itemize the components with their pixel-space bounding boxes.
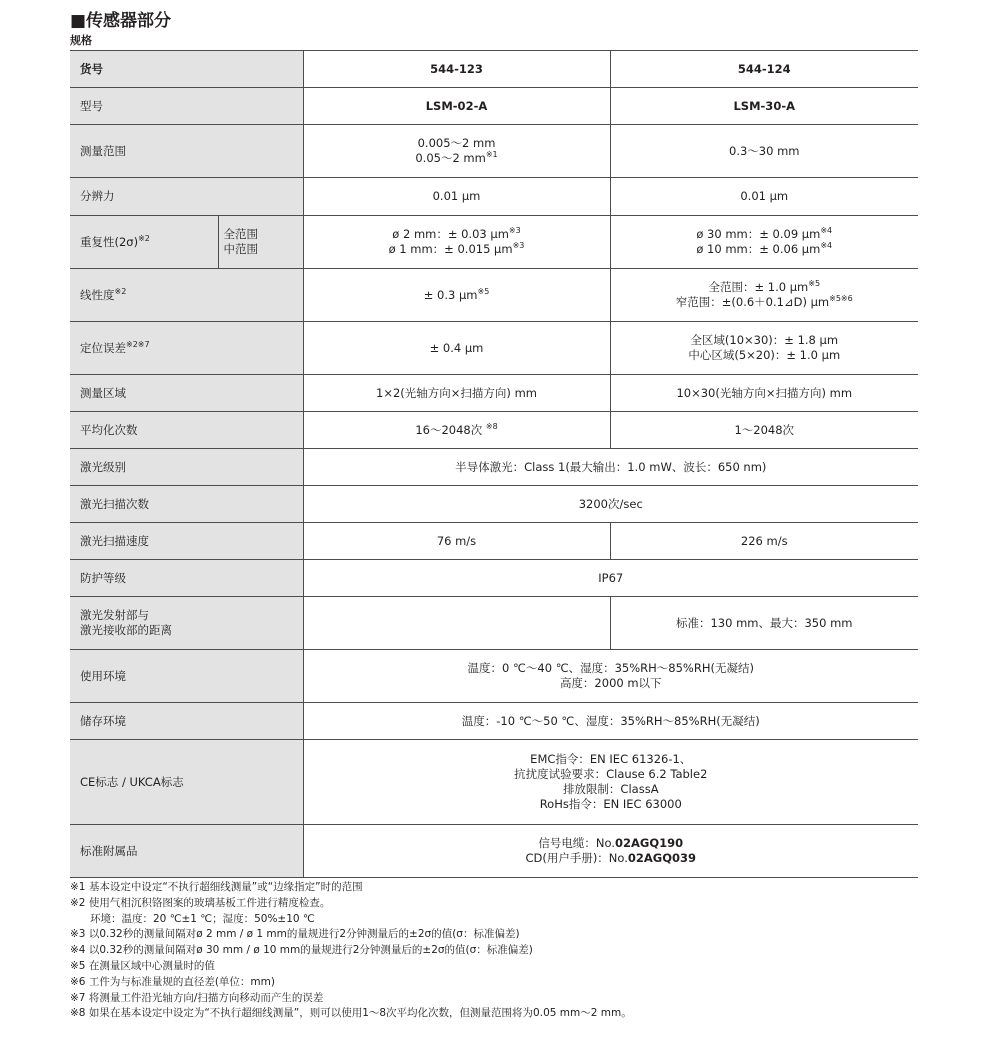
resolution-col1: 0.01 μm [303, 178, 610, 216]
row-label: 激光扫描速度 [70, 523, 303, 560]
table-header-row [70, 51, 918, 88]
row-label: 测量范围 [70, 125, 303, 178]
footnote: 环境：温度：20 ℃±1 ℃；湿度：50%±10 ℃ [90, 912, 315, 925]
scan-count-value: 3200次/sec [303, 486, 918, 523]
table-row-positioning [70, 322, 918, 375]
resolution-col2: 0.01 μm [610, 178, 918, 216]
row-label: CE标志 / UKCA标志 [70, 740, 303, 825]
area-col2: 10×30(光轴方向×扫描方向) mm [610, 375, 918, 412]
table-row-model [70, 88, 918, 125]
row-label: 型号 [70, 88, 303, 125]
table-row-distance [70, 597, 918, 650]
row-label: 激光扫描次数 [70, 486, 303, 523]
repeat-col2: ø 30 mm：± 0.09 $\mu m^{※4}$ ø 10 mm：± 0.06 $\mu m^{※4}$ [610, 216, 918, 269]
footnotes [70, 880, 632, 1022]
row-label: 测量区域 [70, 375, 303, 412]
row-label: 激光级别 [70, 449, 303, 486]
table-row-linearity [70, 269, 918, 322]
storage-env-value: 温度：-10 ℃～50 ℃、湿度：35%RH～85%RH(无凝结) [303, 703, 918, 740]
linearity-col2: 全范围：± 1.0 $\mu m^{※5}$ 窄范围：±(0.6＋0.1⊿D) $\mu m^{※5※6}$ [610, 269, 918, 322]
range-col1-line1: 0.005～2 mm [417, 136, 496, 150]
spec-table [70, 50, 918, 878]
footnote: ※5 在测量区域中心测量时的值 [70, 959, 215, 972]
spec-subtitle: 规格 [70, 34, 92, 47]
range-col2: 0.3～30 mm [610, 125, 918, 178]
footnote: ※3 以0.32秒的测量间隔对ø 2 mm / ø 1 mm的量规进行2分钟测量后的±2σ的值(σ：标准偏差) [70, 928, 520, 941]
footnote: ※2 使用气相沉积铬图案的玻璃基板工件进行精度检查。 [70, 896, 331, 909]
repeat-sublabels: 全范围 中范围 [218, 216, 303, 269]
table-row-resolution [70, 178, 918, 216]
laser-class-value: 半导体激光：Class 1(最大输出：1.0 mW、波长：650 nm) [303, 449, 918, 486]
averaging-col2: 1～2048次 [610, 412, 918, 449]
distance-col2: 标准：130 mm、最大：350 mm [610, 597, 918, 650]
footnote-ref: ※2※7 [126, 339, 150, 349]
footnote-ref: ※1 [485, 150, 498, 160]
table-row-scan-speed [70, 523, 918, 560]
footnote: ※4 以0.32秒的测量间隔对ø 30 mm / ø 10 mm的量规进行2分钟测量后的±2σ的值(σ：标准偏差) [70, 944, 533, 957]
row-label: 储存环境 [70, 703, 303, 740]
range-col1 [303, 125, 610, 178]
row-label: 重复性$(2\sigma)^{※2}$ [70, 216, 218, 269]
row-label: 标准附属品 [70, 825, 303, 878]
row-label: 分辨力 [70, 178, 303, 216]
table-row-protection [70, 560, 918, 597]
table-row-range [70, 125, 918, 178]
footnote: ※6 工件为与标准量规的直径差(单位：mm) [70, 975, 275, 988]
footnote: ※8 如果在基本设定中设定为“不执行超细线测量”，则可以使用1～8次平均化次数，但测量范围将为0.05 mm～2 mm。 [70, 1007, 632, 1020]
row-label: 定位误差$^{※2※7}$ [70, 322, 303, 375]
header-col1: 544-123 [303, 51, 610, 88]
ce-value: EMC指令：EN IEC 61326-1、 抗扰度试验要求：Clause 6.2 Table2 排放限制：ClassA RoHs指令：EN IEC 63000 [303, 740, 918, 825]
linearity-col1: ± 0.3 $\mu m^{※5}$ [303, 269, 610, 322]
positioning-col1: ± 0.4 μm [303, 322, 610, 375]
repeat-col1: ø 2 mm：± 0.03 $\mu m^{※3}$ ø 1 mm：± 0.015 $\mu m^{※3}$ [303, 216, 610, 269]
scan-speed-col2: 226 m/s [610, 523, 918, 560]
model-col2: LSM-30-A [610, 88, 918, 125]
distance-col1 [303, 597, 610, 650]
table-row-storage-env [70, 703, 918, 740]
table-row-repeatability [70, 216, 918, 269]
scan-speed-col1: 76 m/s [303, 523, 610, 560]
table-row-operating-env [70, 650, 918, 703]
footnote: ※1 基本设定中设定“不执行超细线测量”或“边缘指定”时的范围 [70, 881, 363, 893]
section-title: ■传感器部分 [70, 11, 172, 31]
protection-value: IP67 [303, 560, 918, 597]
footnote: ※7 将测量工件沿光轴方向/扫描方向移动而产生的误差 [70, 991, 324, 1004]
row-label: 激光发射部与 激光接收部的距离 [70, 597, 303, 650]
model-col1: LSM-02-A [303, 88, 610, 125]
table-row-averaging [70, 412, 918, 449]
footnote-ref: ※2 [138, 233, 150, 243]
row-label: 平均化次数 [70, 412, 303, 449]
header-label: 货号 [70, 51, 303, 88]
table-row-accessories [70, 825, 918, 878]
table-row-area [70, 375, 918, 412]
table-row-laser-class [70, 449, 918, 486]
header-col2: 544-124 [610, 51, 918, 88]
accessories-value: 信号电缆：No.02AGQ190 CD(用户手册)：No.02AGQ039 [303, 825, 918, 878]
row-label: 线性度$^{※2}$ [70, 269, 303, 322]
positioning-col2: 全区域(10×30)：± 1.8 μm 中心区域(5×20)：± 1.0 μm [610, 322, 918, 375]
row-label: 防护等级 [70, 560, 303, 597]
averaging-col1: 16～2048次 $^{※8}$ [303, 412, 610, 449]
range-col1-line2: 0.05～2 $mm^{※1}$ [415, 150, 498, 165]
footnote-ref: ※2 [114, 286, 127, 296]
row-label: 使用环境 [70, 650, 303, 703]
operating-env-value: 温度：0 ℃～40 ℃、湿度：35%RH～85%RH(无凝结) 高度：2000 m以下 [303, 650, 918, 703]
table-row-scan-count [70, 486, 918, 523]
area-col1: 1×2(光轴方向×扫描方向) mm [303, 375, 610, 412]
table-row-ce [70, 740, 918, 825]
